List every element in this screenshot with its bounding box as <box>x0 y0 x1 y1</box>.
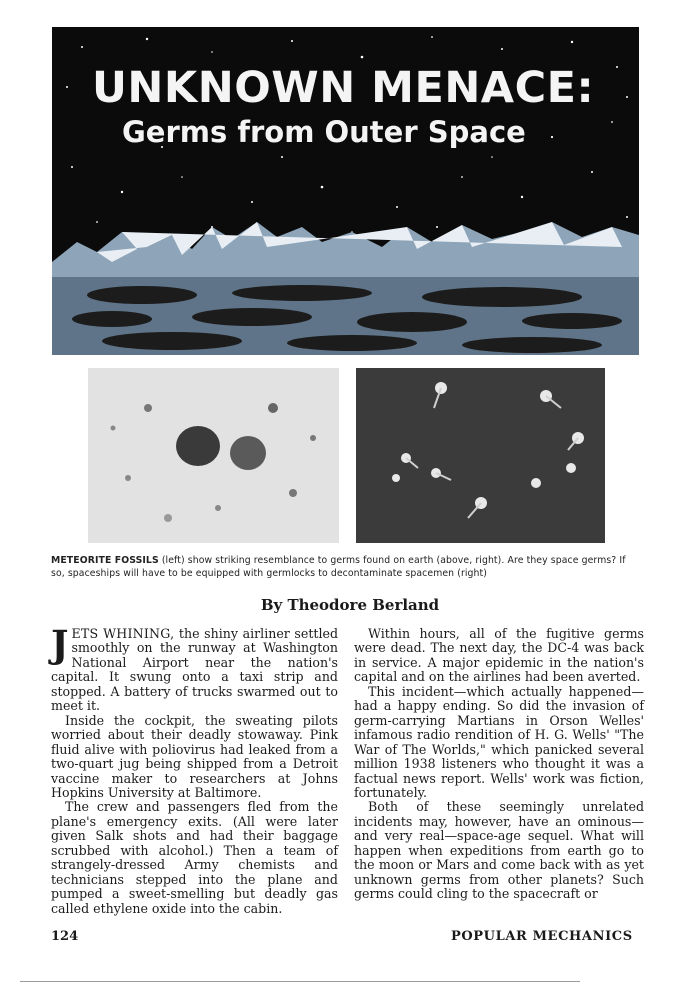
caption-text: (left) show striking resemblance to germs found on earth (above, right). Are they space germs? If so, spaceships will have to be equipped with germlocks to decontaminate spacemen (right) <box>51 555 626 579</box>
lead-in: ETS WHINING, <box>71 626 175 641</box>
paragraph: This incident—which actually happened—had a happy ending. So did the invasion of germ-carrying Martians in Orson Welles' infamous radio rendition of H. G. Wells' "The War of The Worlds," which panicked several million 1938 listeners who thought it was a factual news report. Wells' work was fiction, fortunately. <box>354 683 644 800</box>
meteorite-fossils-photo <box>88 368 339 543</box>
drop-cap: J <box>51 622 69 666</box>
headline: UNKNOWN MENACE: <box>92 63 595 113</box>
paragraph-text: the shiny airliner settled smoothly on the runway at Washington National Airport near the nation's capital. It swung onto a taxi strip and stopped. A battery of trucks swarmed out to meet it. <box>51 626 338 714</box>
byline: By Theodore Berland <box>260 596 440 614</box>
paragraph <box>51 622 338 714</box>
paragraph: Within hours, all of the fugitive germs were dead. The next day, the DC-4 was back in service. A major epidemic in the nation's capital and on the airlines had been averted. <box>354 626 644 685</box>
paragraph: Both of these seemingly unrelated incidents may, however, have an ominous—and very real—space-age sequel. What will happen when expeditions from earth go to the moon or Mars and come back with as yet unknown germs from other planets? Such germs could cling to the spacecraft or <box>354 799 644 902</box>
publication-name: POPULAR MECHANICS <box>451 929 633 944</box>
article-column-left <box>51 622 338 916</box>
fossil-specimens <box>88 368 339 543</box>
photo-caption <box>51 554 641 580</box>
caption-lead: METEORITE FOSSILS <box>51 555 159 566</box>
hero-illustration <box>52 27 639 355</box>
bottom-divider <box>20 981 580 982</box>
germ-specimens <box>356 368 605 543</box>
earth-germs-photo <box>356 368 605 543</box>
page-number: 124 <box>51 929 79 944</box>
paragraph: Inside the cockpit, the sweating pilots worried about their deadly stowaway. Pink fluid alive with poliovirus had leaked from a two-quart jug being shipped from a Detroit vaccine maker to researchers at Johns Hopkins University at Baltimore. <box>51 712 338 800</box>
subheadline: Germs from Outer Space <box>122 115 526 149</box>
article-column-right <box>354 627 644 902</box>
paragraph: The crew and passengers fled from the plane's emergency exits. (All were later given Salk shots and had their baggage scrubbed with alcohol.) Then a team of strangely-dressed Army chemists and technicians stepped into the plane and pumped a sweet-smelling but deadly gas called ethylene oxide into the cabin. <box>51 799 338 916</box>
